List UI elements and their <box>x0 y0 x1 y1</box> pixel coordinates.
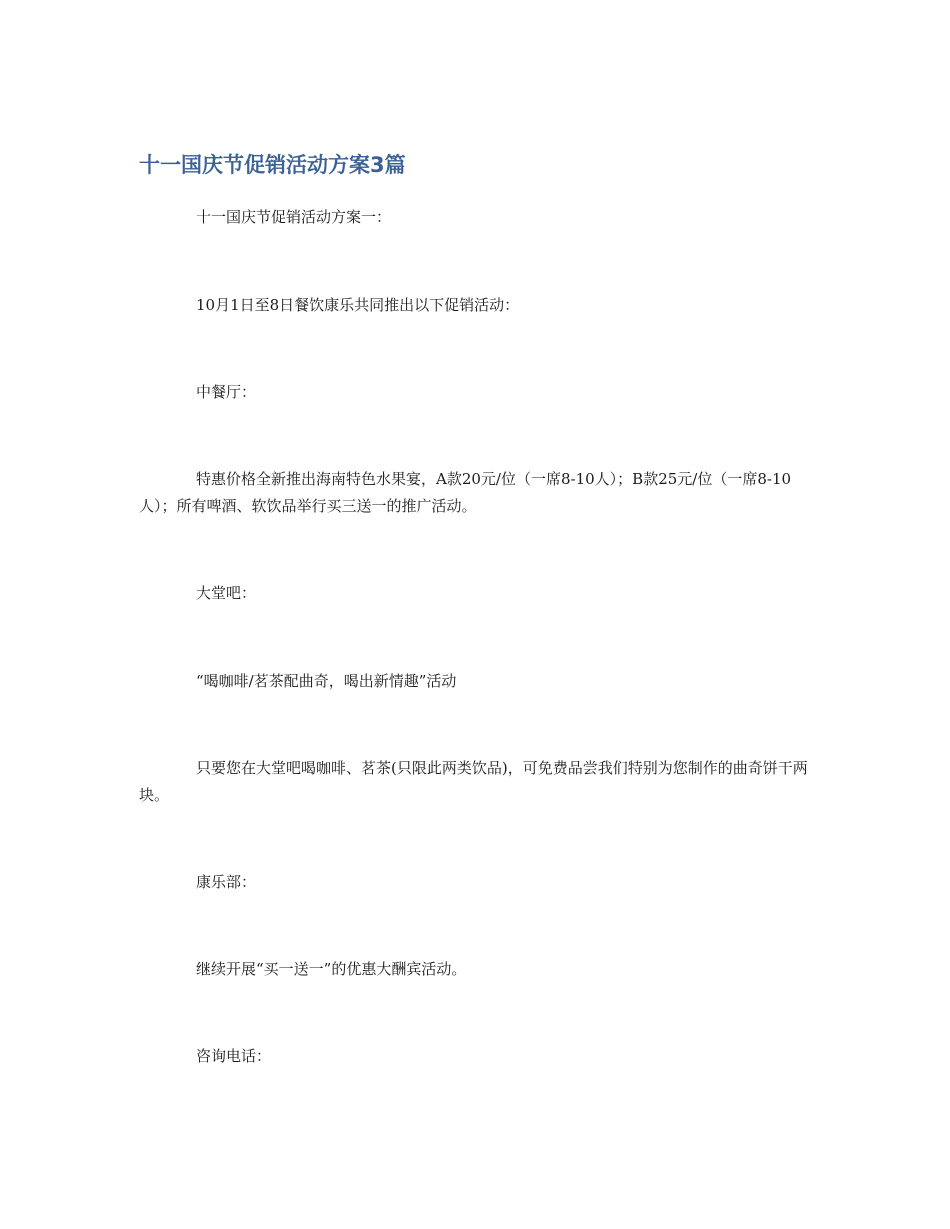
paragraph-contact-phone: 咨询电话： <box>196 1047 272 1065</box>
paragraph-lobby-bar-offer: 只要您在大堂吧喝咖啡、茗茶(只限此两类饮品)，可免费品尝我们特别为您制作的曲奇饼干两块。 <box>139 759 808 804</box>
paragraph-lobby-bar-heading: 大堂吧： <box>196 584 257 602</box>
paragraph-plan-one-heading: 十一国庆节促销活动方案一： <box>196 208 392 226</box>
paragraph-chinese-restaurant-heading: 中餐厅： <box>196 383 257 401</box>
paragraph-date-intro: 10月1日至8日餐饮康乐共同推出以下促销活动： <box>196 296 520 314</box>
paragraph-lobby-bar-event: “喝咖啡/茗茶配曲奇，喝出新情趣”活动 <box>196 672 457 690</box>
paragraph-recreation-offer: 继续开展“买一送一”的优惠大酬宾活动。 <box>196 960 467 978</box>
paragraph-chinese-restaurant-offer: 特惠价格全新推出海南特色水果宴，A款20元/位（一席8-10人）；B款25元/位（一席8-10人）；所有啤酒、软饮品举行买三送一的推广活动。 <box>139 470 792 515</box>
document-title: 十一国庆节促销活动方案3篇 <box>139 153 406 177</box>
paragraph-recreation-heading: 康乐部： <box>196 873 257 891</box>
